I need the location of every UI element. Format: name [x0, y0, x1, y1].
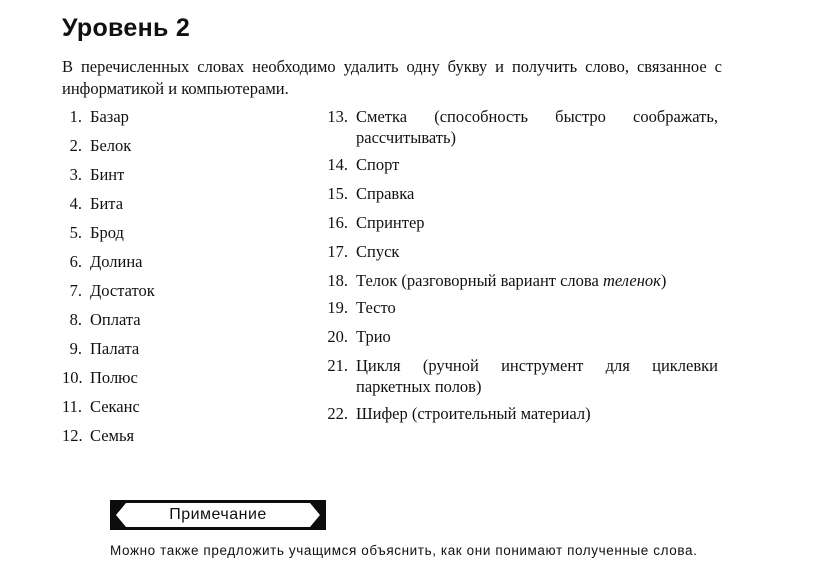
list-item: [62, 309, 272, 330]
list-item: [322, 241, 718, 262]
list-item: [62, 106, 272, 127]
item-number: 5.: [69, 223, 82, 242]
item-word: Палата: [90, 339, 140, 358]
list-item: [62, 280, 272, 301]
item-word: Спуск: [356, 242, 400, 261]
word-list-left: [62, 106, 272, 454]
item-number: 20.: [327, 327, 348, 346]
item-word: [356, 270, 718, 291]
item-word: Спринтер: [356, 213, 425, 232]
task-instructions: В перечисленных словах необходимо удалить одну букву и получить слово, связанное с информатикой и компьютерами.: [62, 57, 722, 98]
item-number: 17.: [327, 242, 348, 261]
item-word: Базар: [90, 107, 129, 126]
item-number: 7.: [69, 281, 82, 300]
item-word: Трио: [356, 327, 391, 346]
list-item: [62, 367, 272, 388]
list-item: [62, 193, 272, 214]
list-item: [62, 396, 272, 417]
list-item: [322, 355, 718, 397]
item-number: 22.: [327, 404, 348, 423]
item-number: 2.: [69, 136, 82, 155]
list-item: [322, 106, 718, 148]
list-item: [322, 326, 718, 347]
item-word-italic: теленок: [602, 271, 661, 290]
list-item: [62, 222, 272, 243]
list-item: [62, 251, 272, 272]
list-item: [322, 403, 718, 424]
item-word: Секанс: [90, 397, 140, 416]
item-word: Белок: [90, 136, 132, 155]
item-word: Семья: [90, 426, 135, 445]
item-number: 15.: [327, 184, 348, 203]
item-word: Бинт: [90, 165, 125, 184]
page-title: Уровень 2: [62, 14, 191, 42]
note-label: Примечание: [169, 506, 267, 523]
item-number: 11.: [62, 397, 83, 416]
list-item: [62, 425, 272, 446]
item-word: Шифер (строительный материал): [356, 404, 591, 423]
item-word-close: ): [660, 271, 667, 290]
item-number: 14.: [327, 155, 348, 174]
item-word-main: Телок (разговорный вариант слова: [356, 271, 603, 290]
note-text: Можно также предложить учащимся объяснить, как они понимают полученные слова.: [110, 543, 698, 558]
item-number: 8.: [69, 310, 82, 329]
note-banner: [110, 500, 326, 530]
item-word: Справка: [356, 184, 415, 203]
item-word: Оплата: [90, 310, 141, 329]
item-number: 4.: [69, 194, 82, 213]
item-number: 3.: [69, 165, 82, 184]
item-word: Достаток: [90, 281, 155, 300]
item-number: 18.: [327, 271, 348, 290]
list-item: [62, 338, 272, 359]
item-number: 19.: [327, 298, 348, 317]
word-list-right: [322, 106, 718, 432]
item-number: 12.: [62, 426, 83, 445]
item-number: 10.: [62, 368, 83, 387]
item-number: 9.: [69, 339, 82, 358]
list-item: [322, 270, 718, 291]
item-number: 21.: [327, 356, 348, 375]
item-word: Цикля (ручной инструмент для циклевки паркетных полов): [356, 356, 718, 396]
list-item: [322, 183, 718, 204]
list-item: [322, 212, 718, 233]
item-number: 13.: [327, 107, 348, 126]
item-number: 16.: [327, 213, 348, 232]
item-word: Долина: [90, 252, 143, 271]
item-word: Бита: [90, 194, 124, 213]
list-item: [322, 297, 718, 318]
list-item: [322, 154, 718, 175]
item-number: 6.: [69, 252, 82, 271]
item-number: 1.: [69, 107, 82, 126]
item-word: Спорт: [356, 155, 400, 174]
item-word: Полюс: [90, 368, 138, 387]
item-word: Тесто: [356, 298, 396, 317]
list-item: [62, 164, 272, 185]
item-word: Брод: [90, 223, 124, 242]
list-item: [62, 135, 272, 156]
item-word: Сметка (способность быстро соображать, рассчитывать): [356, 107, 718, 147]
